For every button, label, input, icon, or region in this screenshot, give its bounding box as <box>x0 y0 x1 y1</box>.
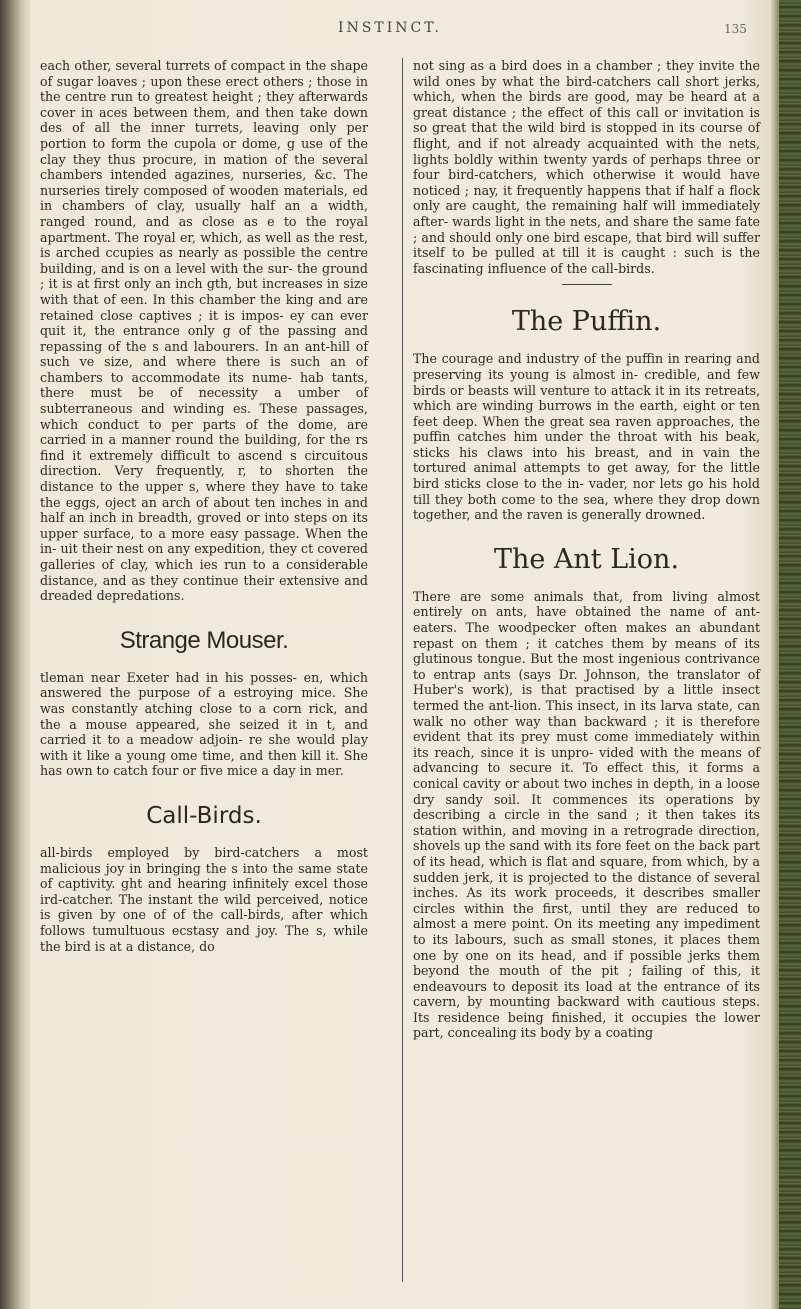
book-cover-edge <box>779 0 801 1309</box>
column-divider <box>402 58 403 1282</box>
puffin-paragraph: The courage and industry of the puffin in rearing and preserving its young is almost in- credible, and few birds or beasts will venture to attack it in its retreats, which are winding burrows in the earth, eight or ten feet deep. When the great sea raven approaches, the puffin catches him under the throat with his beak, sticks his claws into his breast, and in vain the tortured animal attempts to get away, for the little bird sticks close to the in- vader, nor lets go his hold till they both come to the sea, where they drop down together, and the raven is generally drowned. <box>413 351 760 523</box>
right-column <box>413 58 760 1041</box>
callbirds-continued-paragraph: not sing as a bird does in a chamber ; they invite the wild ones by what the bird-catchers call short jerks, which, when the birds are good, may be heard at a great distance ; the effect of this call or invitation is so great that the wild bird is stopped in its course of flight, and if not already acquainted with the nets, lights boldly within twenty yards of perhaps three or four bird-catchers, which otherwise it would have noticed ; nay, it frequently happens that if half a flock only are caught, the remaining half will immediately after- wards light in the nets, and share the same fate ; and should only one bird escape, that bird will suffer itself to be pulled at till it is caught : such is the fascinating influence of the call-birds. <box>413 58 760 276</box>
intro-paragraph: each other, several turrets of compact in the shape of sugar loaves ; upon these erect others ; those in the centre run to greatest height ; they afterwards cover in aces between them, and then take down des of all the inner turrets, leaving only per portion to form the cupola or dome, g use of the clay they thus procure, in mation of the several chambers intended agazines, nurseries, &c. The nurseries tirely composed of wooden materials, ed in chambers of clay, usually half an a width, ranged round, and as close as e to the royal apartment. The royal er, which, as well as the rest, is arched ccupies as nearly as possible the centre building, and is on a level with the sur- the ground ; it is at first only an inch gth, but increases in size with that of een. In this chamber the king and are retained close captives ; it is impos- ey can ever quit it, the entrance only g of the passing and repassing of the s and labourers. In an ant-hill of such ve size, and where there is such an of chambers to accommodate its nume- hab tants, there must be of necessity a umber of subterraneous and winding es. These passages, which conduct to per parts of the dome, are carried in a manner round the building, for the rs find it extremely difficult to ascend s circuitous direction. Very frequently, r, to shorten the distance to the upper s, where they have to take the eggs, oject an arch of about ten inches in and half an inch in breadth, groved or into steps on its upper surface, to a more easy passage. When the in- uit their nest on any expedition, they ct covered galleries of clay, which ies run to a considerable distance, and as they continue their extensive and dreaded depredations. <box>40 58 368 604</box>
page-edge-shadow <box>771 0 779 1309</box>
section-title-mouser: Strange Mouser. <box>119 626 289 654</box>
callbirds-paragraph: all-birds employed by bird-catchers a most malicious joy in bringing the s into the same state of captivity. ght and hearing infinitely excel those ird-catcher. The instant the wild perceived, notice is given by one of of the call-birds, after which follows tumultuous ecstasy and joy. The s, while the bird is at a distance, do <box>40 844 368 954</box>
antlion-paragraph: There are some animals that, from living almost entirely on ants, have obtained the name of ant-eaters. The woodpecker often makes an abundant repast on them ; it catches them by means of its glutinous tongue. But the most ingenious contrivance to entrap ants (says Dr. Johnson, the translator of Huber's work), is that practised by a little insect termed the ant-lion. This insect, in its larva state, can walk no other way than backward ; it is therefore evident that its prey must come immediately within its reach, since it is unpro- vided with the means of advancing to secure it. To effect this, it forms a conical cavity or about two inches in depth, in a loose dry sandy soil. It commences its operations by describing a circle in the sand ; it then takes its station within, and moving in a retrograde direction, shovels up the sand with its fore feet on the back part of its head, which is flat and square, from which, by a sudden jerk, it is projected to the distance of several inches. As its work proceeds, it describes smaller circles within the first, until they are reduced to almost a mere point. On its meeting any impediment to its labours, such as small stones, it places them one by one on its head, and if possible jerks them beyond the mouth of the pit ; failing of this, it endeavours to deposit its load at the entrance of its cavern, by mounting backward with cautious steps. Its residence being finished, it occupies the lower part, concealing its body by a coating <box>413 588 760 1041</box>
book-binding-shadow <box>0 0 30 1309</box>
page-number: 135 <box>724 22 747 36</box>
left-column <box>40 58 368 954</box>
running-title: INSTINCT. <box>338 20 442 36</box>
mouser-paragraph: tleman near Exeter had in his posses- en, which answered the purpose of a estroying mice. She was constantly atching close to a corn rick, and the a mouse appeared, she seized it in t, and carried it to a meadow adjoin- re she would play with it like a young ome time, and then kill it. She has own to catch four or five mice a day in mer. <box>40 669 368 779</box>
section-rule <box>562 284 612 285</box>
section-title-antlion: The Ant Lion. <box>493 543 680 575</box>
section-title-callbirds: Call-Birds. <box>146 802 262 829</box>
section-title-puffin: The Puffin. <box>511 306 662 338</box>
